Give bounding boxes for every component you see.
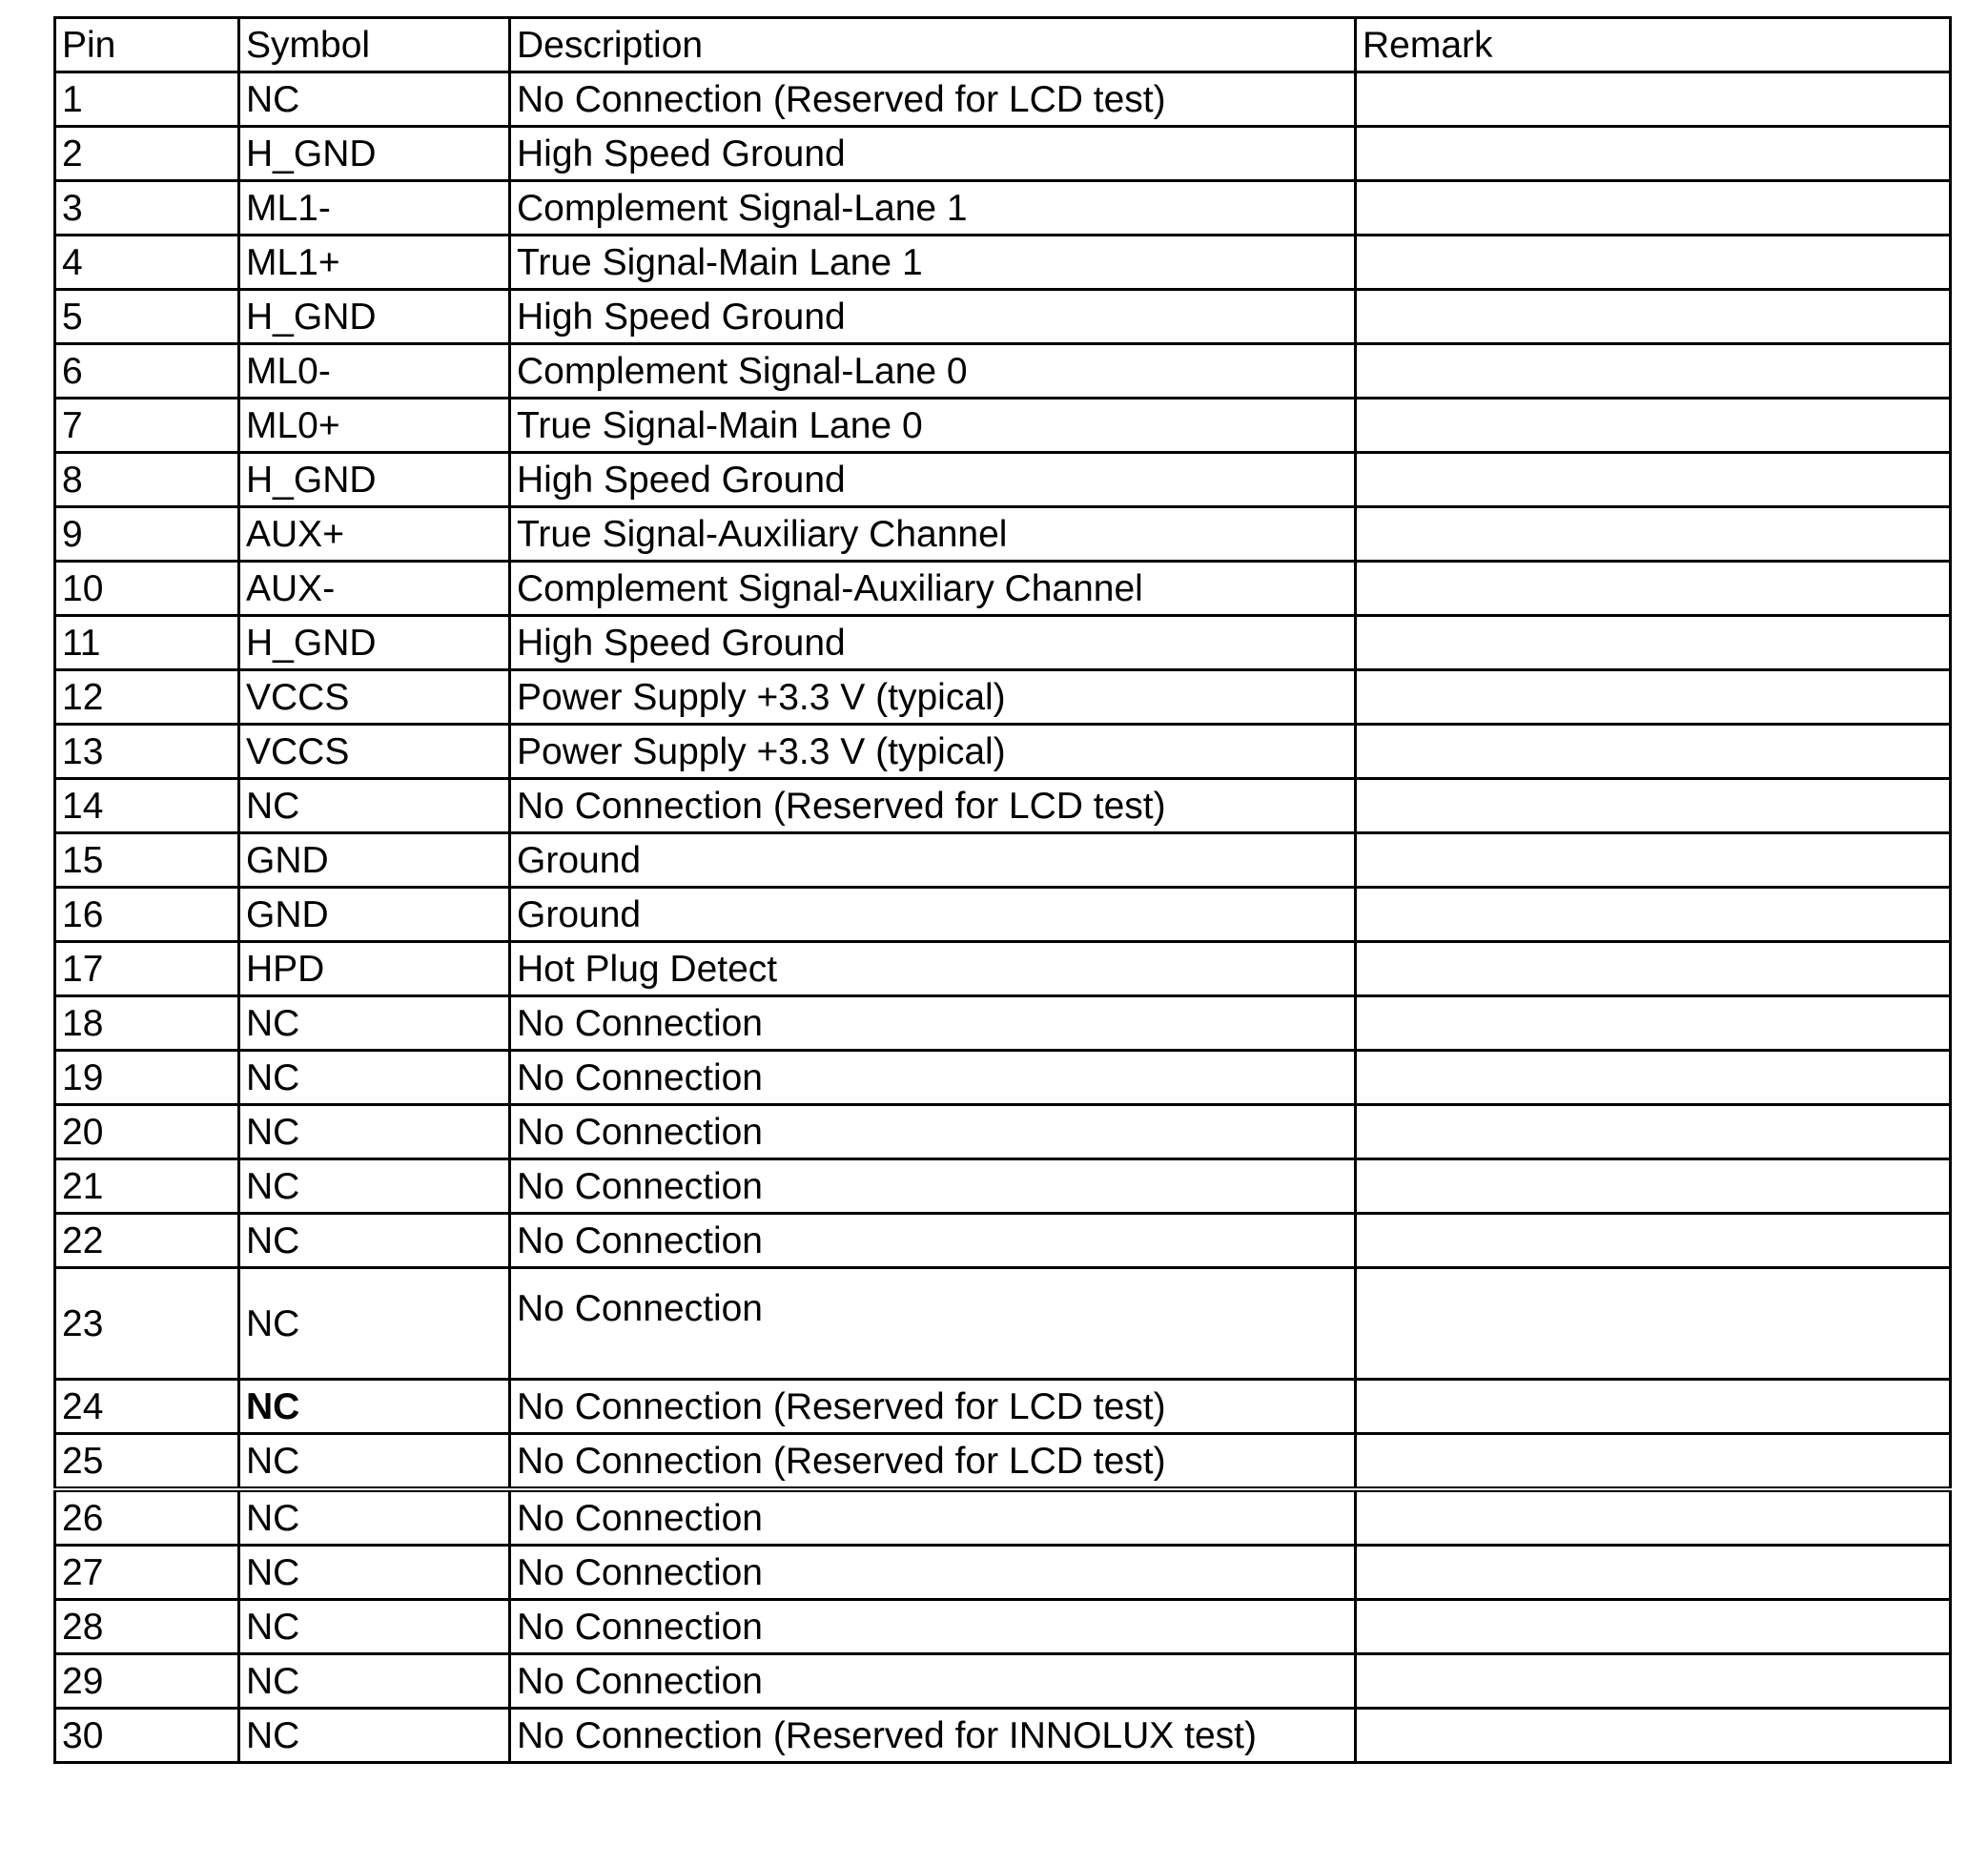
cell-remark [1356, 72, 1951, 127]
table-row [55, 833, 1951, 888]
cell-symbol: ML0- [239, 344, 510, 399]
cell-remark [1356, 1214, 1951, 1268]
table-row [55, 1268, 1951, 1380]
cell-description: No Connection [510, 1489, 1356, 1546]
cell-remark [1356, 1489, 1951, 1546]
cell-pin: 27 [55, 1546, 239, 1600]
cell-description: No Connection (Reserved for LCD test) [510, 72, 1356, 127]
cell-symbol: H_GND [239, 616, 510, 670]
cell-remark [1356, 1600, 1951, 1654]
table-row [55, 453, 1951, 507]
cell-description: No Connection [510, 996, 1356, 1051]
cell-description: Ground [510, 888, 1356, 942]
cell-description: True Signal-Auxiliary Channel [510, 507, 1356, 562]
cell-pin: 21 [55, 1159, 239, 1214]
table-row [55, 996, 1951, 1051]
cell-remark [1356, 344, 1951, 399]
table-row [55, 888, 1951, 942]
table-body [55, 72, 1951, 1763]
cell-remark [1356, 127, 1951, 181]
cell-pin: 25 [55, 1434, 239, 1490]
cell-pin: 18 [55, 996, 239, 1051]
cell-remark [1356, 290, 1951, 344]
cell-description: No Connection [510, 1654, 1356, 1709]
cell-pin: 14 [55, 779, 239, 833]
cell-remark [1356, 1268, 1951, 1380]
cell-pin: 22 [55, 1214, 239, 1268]
table-row [55, 344, 1951, 399]
table-row [55, 1546, 1951, 1600]
cell-pin: 24 [55, 1380, 239, 1434]
cell-remark [1356, 507, 1951, 562]
table-row [55, 1380, 1951, 1434]
cell-description: No Connection [510, 1600, 1356, 1654]
cell-pin: 6 [55, 344, 239, 399]
cell-symbol: ML0+ [239, 399, 510, 453]
header-description: Description [510, 18, 1356, 72]
cell-symbol: GND [239, 888, 510, 942]
cell-pin: 17 [55, 942, 239, 996]
cell-symbol: NC [239, 1380, 510, 1434]
cell-description: High Speed Ground [510, 453, 1356, 507]
cell-remark [1356, 725, 1951, 779]
cell-symbol: H_GND [239, 127, 510, 181]
cell-pin: 8 [55, 453, 239, 507]
header-pin: Pin [55, 18, 239, 72]
cell-symbol: NC [239, 1654, 510, 1709]
cell-description: No Connection (Reserved for LCD test) [510, 779, 1356, 833]
cell-symbol: VCCS [239, 725, 510, 779]
table-row [55, 1489, 1951, 1546]
table-row [55, 507, 1951, 562]
cell-pin: 7 [55, 399, 239, 453]
cell-remark [1356, 888, 1951, 942]
cell-symbol: NC [239, 1709, 510, 1763]
cell-remark [1356, 1159, 1951, 1214]
cell-description: Complement Signal-Lane 1 [510, 181, 1356, 236]
cell-pin: 15 [55, 833, 239, 888]
cell-description: Hot Plug Detect [510, 942, 1356, 996]
table-row [55, 1051, 1951, 1105]
cell-symbol: NC [239, 1159, 510, 1214]
cell-pin: 3 [55, 181, 239, 236]
cell-pin: 10 [55, 562, 239, 616]
cell-symbol: ML1+ [239, 236, 510, 290]
cell-remark [1356, 616, 1951, 670]
cell-remark [1356, 1654, 1951, 1709]
cell-description: Power Supply +3.3 V (typical) [510, 670, 1356, 725]
cell-symbol: NC [239, 1105, 510, 1159]
cell-remark [1356, 833, 1951, 888]
table-row [55, 127, 1951, 181]
cell-symbol: NC [239, 779, 510, 833]
cell-description: High Speed Ground [510, 616, 1356, 670]
table-row [55, 1159, 1951, 1214]
table-row [55, 290, 1951, 344]
cell-description: No Connection [510, 1105, 1356, 1159]
cell-remark [1356, 399, 1951, 453]
cell-symbol: NC [239, 1600, 510, 1654]
table-row [55, 1214, 1951, 1268]
cell-pin: 4 [55, 236, 239, 290]
table-row [55, 399, 1951, 453]
cell-description: Complement Signal-Lane 0 [510, 344, 1356, 399]
cell-symbol: NC [239, 1434, 510, 1490]
cell-remark [1356, 562, 1951, 616]
cell-symbol: VCCS [239, 670, 510, 725]
cell-symbol: NC [239, 1268, 510, 1380]
table-row [55, 1105, 1951, 1159]
cell-description: True Signal-Main Lane 1 [510, 236, 1356, 290]
cell-description: No Connection [510, 1051, 1356, 1105]
table-row [55, 72, 1951, 127]
cell-symbol: H_GND [239, 290, 510, 344]
cell-remark [1356, 670, 1951, 725]
header-remark: Remark [1356, 18, 1951, 72]
cell-remark [1356, 453, 1951, 507]
cell-symbol: NC [239, 1051, 510, 1105]
cell-symbol: GND [239, 833, 510, 888]
cell-remark [1356, 236, 1951, 290]
table-row [55, 181, 1951, 236]
cell-description: No Connection (Reserved for LCD test) [510, 1380, 1356, 1434]
cell-remark [1356, 1051, 1951, 1105]
cell-pin: 9 [55, 507, 239, 562]
table-row [55, 236, 1951, 290]
table-row [55, 562, 1951, 616]
cell-description: No Connection (Reserved for LCD test) [510, 1434, 1356, 1490]
cell-symbol: NC [239, 72, 510, 127]
table-row [55, 1434, 1951, 1490]
cell-description: No Connection [510, 1268, 1356, 1380]
cell-pin: 12 [55, 670, 239, 725]
pin-assignment-table [53, 16, 1952, 1764]
cell-remark [1356, 942, 1951, 996]
cell-pin: 13 [55, 725, 239, 779]
cell-symbol: H_GND [239, 453, 510, 507]
table-row [55, 942, 1951, 996]
cell-symbol: HPD [239, 942, 510, 996]
cell-pin: 16 [55, 888, 239, 942]
cell-pin: 28 [55, 1600, 239, 1654]
cell-pin: 30 [55, 1709, 239, 1763]
cell-description: No Connection (Reserved for INNOLUX test) [510, 1709, 1356, 1763]
table-row [55, 779, 1951, 833]
cell-description: No Connection [510, 1159, 1356, 1214]
cell-remark [1356, 181, 1951, 236]
cell-description: Power Supply +3.3 V (typical) [510, 725, 1356, 779]
table-row [55, 1600, 1951, 1654]
cell-symbol: NC [239, 1489, 510, 1546]
cell-description: Complement Signal-Auxiliary Channel [510, 562, 1356, 616]
cell-description: No Connection [510, 1214, 1356, 1268]
table-row [55, 616, 1951, 670]
cell-remark [1356, 1709, 1951, 1763]
cell-pin: 26 [55, 1489, 239, 1546]
cell-pin: 23 [55, 1268, 239, 1380]
cell-pin: 19 [55, 1051, 239, 1105]
cell-remark [1356, 779, 1951, 833]
cell-description: No Connection [510, 1546, 1356, 1600]
table-row [55, 1709, 1951, 1763]
cell-symbol: ML1- [239, 181, 510, 236]
table-row [55, 670, 1951, 725]
cell-description: Ground [510, 833, 1356, 888]
cell-remark [1356, 1105, 1951, 1159]
table-row [55, 1654, 1951, 1709]
cell-description: High Speed Ground [510, 127, 1356, 181]
cell-remark [1356, 1434, 1951, 1490]
cell-pin: 11 [55, 616, 239, 670]
cell-remark [1356, 1546, 1951, 1600]
cell-pin: 1 [55, 72, 239, 127]
cell-pin: 29 [55, 1654, 239, 1709]
cell-pin: 5 [55, 290, 239, 344]
cell-pin: 20 [55, 1105, 239, 1159]
table-row [55, 725, 1951, 779]
header-symbol: Symbol [239, 18, 510, 72]
cell-description: True Signal-Main Lane 0 [510, 399, 1356, 453]
cell-remark [1356, 996, 1951, 1051]
cell-remark [1356, 1380, 1951, 1434]
table-header-row [55, 18, 1951, 72]
cell-symbol: AUX+ [239, 507, 510, 562]
cell-description: High Speed Ground [510, 290, 1356, 344]
cell-symbol: NC [239, 996, 510, 1051]
cell-symbol: NC [239, 1214, 510, 1268]
cell-pin: 2 [55, 127, 239, 181]
cell-symbol: AUX- [239, 562, 510, 616]
cell-symbol: NC [239, 1546, 510, 1600]
